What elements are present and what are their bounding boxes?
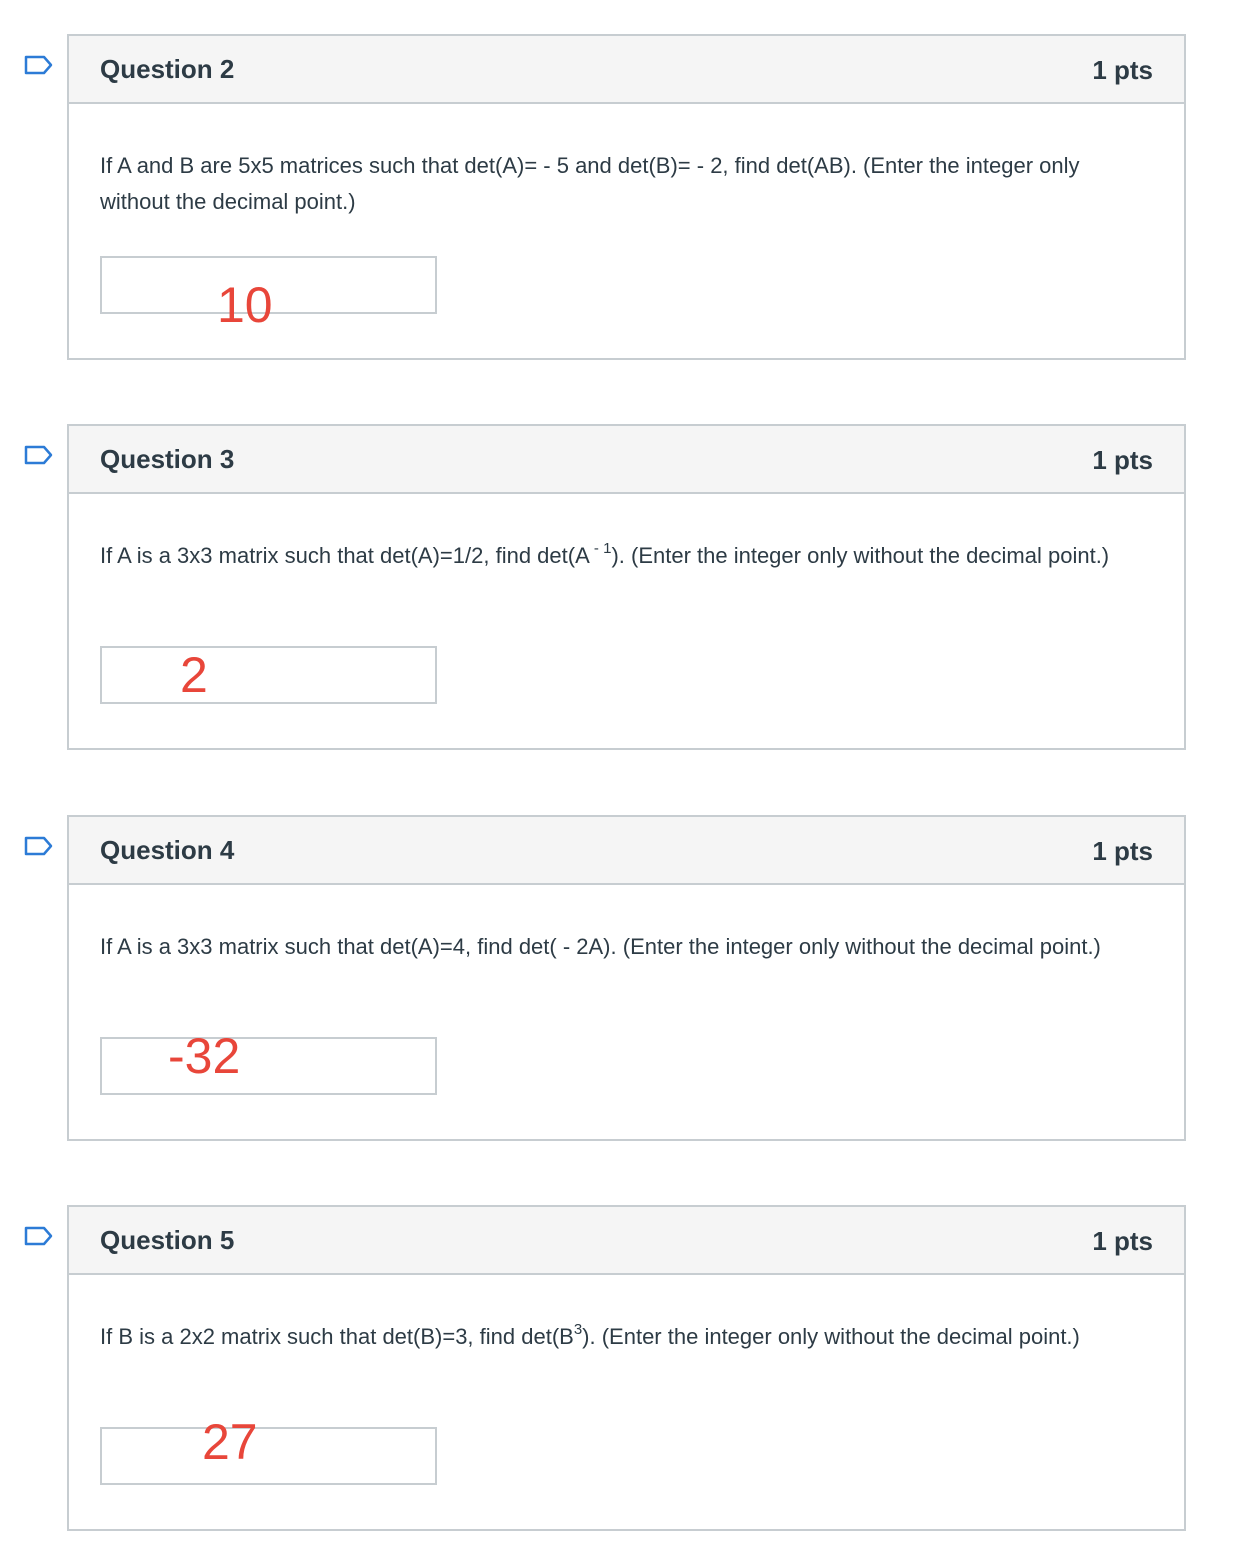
question-text-tail: ). (Enter the integer only without the decimal point.)	[611, 543, 1110, 568]
bookmark-flag-icon[interactable]	[24, 445, 54, 465]
question-header	[69, 36, 1184, 104]
question-card	[67, 815, 1186, 1141]
question-header	[69, 426, 1184, 494]
question-title: Question 3	[100, 444, 235, 474]
question-4-block	[0, 815, 1236, 1143]
question-header	[69, 1207, 1184, 1275]
question-3-block	[0, 424, 1236, 752]
question-text-tail: ). (Enter the integer only without the decimal point.)	[582, 1324, 1080, 1349]
handwritten-answer: -32	[168, 1028, 241, 1084]
question-card	[67, 34, 1186, 360]
answer-input[interactable]	[100, 646, 437, 704]
question-text-main: If A is a 3x3 matrix such that det(A)=1/2, find det(A	[100, 543, 590, 568]
question-text-main: If A is a 3x3 matrix such that det(A)=4, find det( - 2A). (Enter the integer only without the decimal point.)	[100, 934, 1101, 959]
question-text-main: If A and B are 5x5 matrices such that det(A)= - 5 and det(B)= - 2, find det(AB). (Enter the integer only without the decimal point.)	[100, 153, 1080, 214]
question-5-block	[0, 1205, 1236, 1533]
question-text	[100, 929, 1150, 965]
handwritten-answer: 2	[180, 647, 208, 703]
question-text	[100, 538, 1150, 574]
question-text	[100, 1319, 1150, 1355]
question-2-block	[0, 34, 1236, 362]
question-title: Question 4	[100, 835, 235, 865]
question-text	[100, 148, 1150, 220]
question-points: 1 pts	[1092, 55, 1153, 85]
handwritten-answer: 27	[202, 1414, 258, 1470]
question-superscript: - 1	[589, 539, 612, 557]
answer-input[interactable]	[100, 256, 437, 333]
bookmark-flag-icon[interactable]	[24, 55, 54, 75]
question-text-main: If B is a 2x2 matrix such that det(B)=3, find det(B	[100, 1324, 574, 1349]
question-points: 1 pts	[1092, 836, 1153, 866]
answer-input[interactable]	[100, 1028, 437, 1095]
bookmark-flag-icon[interactable]	[24, 1226, 54, 1246]
question-points: 1 pts	[1092, 1226, 1153, 1256]
question-superscript: 3	[573, 1320, 583, 1338]
question-points: 1 pts	[1092, 445, 1153, 475]
question-card	[67, 424, 1186, 750]
question-title: Question 2	[100, 54, 235, 84]
question-title: Question 5	[100, 1225, 235, 1255]
question-header	[69, 817, 1184, 885]
question-card	[67, 1205, 1186, 1531]
handwritten-answer: 10	[217, 277, 273, 333]
bookmark-flag-icon[interactable]	[24, 836, 54, 856]
answer-input[interactable]	[100, 1414, 437, 1485]
